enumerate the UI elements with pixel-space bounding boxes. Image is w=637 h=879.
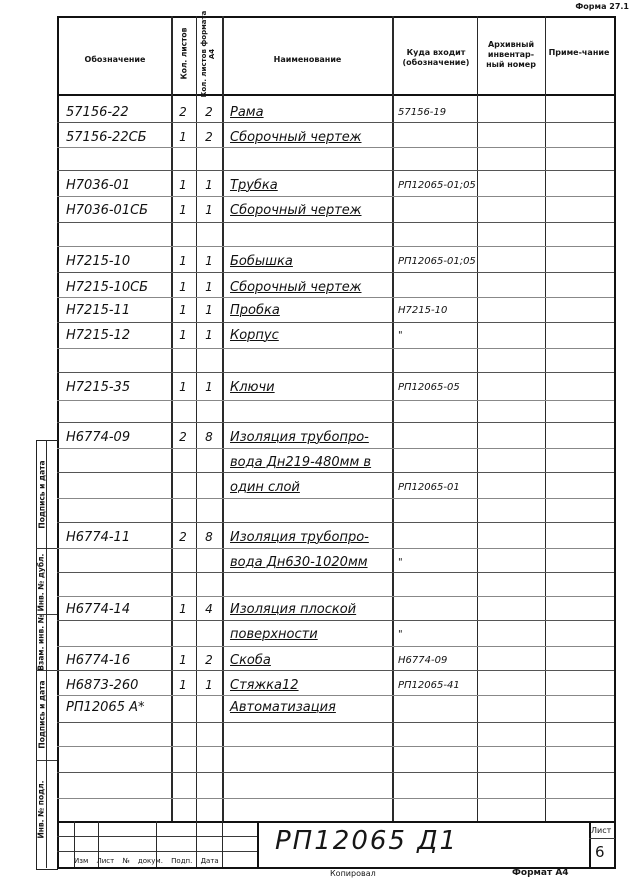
row-line: [57, 596, 614, 597]
row-sheets-a4: 1: [205, 678, 213, 692]
row-sheets-a4: 2: [205, 105, 213, 119]
side-sign-date-1: Подпись и дата: [37, 460, 47, 529]
row-designation: 57156-22: [66, 105, 129, 120]
row-line: [57, 572, 614, 573]
footer-format: Формат А4: [512, 868, 569, 878]
row-name: Изоляция плоской: [230, 602, 357, 617]
row-designation: Н7036-01СБ: [66, 203, 149, 218]
row-line: [57, 222, 614, 223]
row-sheets: 2: [179, 530, 187, 544]
side-inv-dubl: Инв. № дубл.: [36, 553, 46, 612]
row-name: Трубка: [230, 178, 278, 193]
row-sheets-a4: 1: [205, 178, 213, 192]
row-where-used: РП12065-41: [398, 680, 460, 691]
row-line: [57, 170, 614, 171]
row-designation: Н6774-11: [66, 530, 131, 545]
stamp-sheet-number: 6: [595, 843, 605, 861]
header-sheets-a4: Кол. листов формата А4: [200, 10, 216, 98]
row-designation: Н7215-10СБ: [66, 280, 149, 295]
row-name: Сборочный чертеж: [230, 280, 362, 295]
form-label: Форма 27.1: [575, 2, 629, 11]
row-line: [57, 670, 614, 671]
row-line: [57, 422, 614, 423]
stamp-row-1: [57, 836, 257, 837]
col-sep-5: [477, 16, 478, 822]
row-where-used: РП12065-05: [398, 382, 460, 393]
side-sign-date-2: Подпись и дата: [37, 680, 47, 749]
row-line: [57, 322, 614, 323]
row-name: Сборочный чертеж: [230, 130, 362, 145]
row-name: Корпус: [230, 328, 279, 343]
row-line: [57, 472, 614, 473]
row-where-used: РП12065-01;05: [398, 180, 476, 191]
row-line: [57, 272, 614, 273]
row-line: [57, 746, 614, 747]
row-sheets: 1: [179, 602, 187, 616]
row-sheets-a4: 8: [205, 430, 213, 444]
row-line: [57, 695, 614, 696]
row-line: [57, 498, 614, 499]
stamp-top: [57, 821, 616, 823]
row-designation: Н7215-11: [66, 303, 131, 318]
col-sep-1: [171, 16, 173, 822]
row-line: [57, 147, 614, 148]
row-sheets: 1: [179, 203, 187, 217]
row-where-used: Н7215-10: [398, 305, 448, 316]
row-sheets-a4: 1: [205, 254, 213, 268]
row-name: вода Дн219-480мм в: [230, 455, 372, 470]
row-sheets-a4: 1: [205, 280, 213, 294]
stamp-bottom-labels: Изм Лист № докум. Подп. Дата: [74, 857, 219, 865]
row-where-used: 57156-19: [398, 107, 447, 118]
stamp-sheet-div: [589, 838, 615, 839]
row-line: [57, 246, 614, 247]
row-name: один слой: [230, 480, 300, 495]
row-designation: Н7036-01: [66, 178, 131, 193]
row-sheets-a4: 2: [205, 130, 213, 144]
side-inv-podl: Инв. № подл.: [36, 780, 46, 839]
row-designation: Н7215-35: [66, 380, 131, 395]
row-sheets: 1: [179, 254, 187, 268]
row-line: [57, 646, 614, 647]
row-name: Скоба: [230, 653, 271, 668]
row-designation: 57156-22СБ: [66, 130, 147, 145]
row-line: [57, 196, 614, 197]
row-where-used: ": [398, 557, 403, 568]
row-name: Стяжка12: [230, 678, 299, 693]
col-sep-3: [222, 16, 224, 822]
row-designation: Н6774-09: [66, 430, 131, 445]
row-line: [57, 798, 614, 799]
col-sep-6: [545, 16, 546, 822]
stamp-v5: [222, 821, 223, 867]
header-where-used: Куда входит (обозначение): [402, 48, 470, 67]
row-designation: Н6774-14: [66, 602, 131, 617]
row-name: Пробка: [230, 303, 280, 318]
side-vzam-inv: Взам. инв. №: [36, 614, 46, 671]
row-sheets-a4: 1: [205, 303, 213, 317]
header-archive: Архивный инвентар-ный номер: [486, 40, 536, 69]
row-name: Ключи: [230, 380, 275, 395]
row-sheets: 1: [179, 678, 187, 692]
row-name: Изоляция трубопро-: [230, 430, 369, 445]
row-sheets-a4: 8: [205, 530, 213, 544]
row-name: вода Дн630-1020мм: [230, 555, 368, 570]
row-sheets: 1: [179, 130, 187, 144]
row-designation: Н7215-12: [66, 328, 131, 343]
row-where-used: ": [398, 330, 403, 341]
row-line: [57, 722, 614, 723]
header-bottom: [57, 94, 616, 96]
col-sep-2: [196, 16, 197, 822]
row-sheets-a4: 1: [205, 380, 213, 394]
col-sep-4: [392, 16, 394, 822]
row-line: [57, 620, 614, 621]
row-name: Изоляция трубопро-: [230, 530, 369, 545]
row-name: Рама: [230, 105, 264, 120]
stamp-sheet-label: Лист: [591, 826, 612, 835]
row-sheets: 1: [179, 653, 187, 667]
stamp-code: РП12065 Д1: [275, 826, 459, 856]
row-name: Бобышка: [230, 254, 293, 269]
row-sheets-a4: 2: [205, 653, 213, 667]
row-line: [57, 548, 614, 549]
row-designation: РП12065 А*: [66, 700, 145, 715]
row-designation: Н7215-10: [66, 254, 131, 269]
row-designation: Н6774-16: [66, 653, 131, 668]
row-sheets-a4: 4: [205, 602, 213, 616]
stamp-row-2: [57, 851, 257, 852]
header-note: Приме-чание: [548, 48, 610, 57]
row-where-used: Н6774-09: [398, 655, 448, 666]
row-where-used: ": [398, 629, 403, 640]
row-sheets: 1: [179, 178, 187, 192]
row-sheets: 1: [179, 328, 187, 342]
stamp-v6: [257, 821, 259, 867]
row-sheets-a4: 1: [205, 328, 213, 342]
row-sheets: 1: [179, 303, 187, 317]
row-where-used: РП12065-01: [398, 482, 460, 493]
row-line: [57, 348, 614, 349]
row-sheets: 2: [179, 105, 187, 119]
header-designation: Обозначение: [84, 55, 146, 64]
row-line: [57, 372, 614, 373]
footer-copied: Копировал: [330, 869, 376, 878]
header-sheets: Кол. листов: [179, 27, 189, 80]
frame-top: [57, 16, 616, 18]
row-sheets: 2: [179, 430, 187, 444]
row-line: [57, 297, 614, 298]
row-name: Сборочный чертеж: [230, 203, 362, 218]
header-name: Наименование: [273, 55, 342, 64]
row-line: [57, 448, 614, 449]
row-sheets: 1: [179, 380, 187, 394]
row-line: [57, 400, 614, 401]
frame-right: [614, 16, 616, 868]
row-designation: Н6873-260: [66, 678, 139, 693]
row-line: [57, 772, 614, 773]
row-sheets-a4: 1: [205, 203, 213, 217]
row-line: [57, 522, 614, 523]
row-name: Автоматизация: [230, 700, 336, 715]
row-line: [57, 122, 614, 123]
row-where-used: РП12065-01;05: [398, 256, 476, 267]
row-name: поверхности: [230, 627, 318, 642]
row-sheets: 1: [179, 280, 187, 294]
